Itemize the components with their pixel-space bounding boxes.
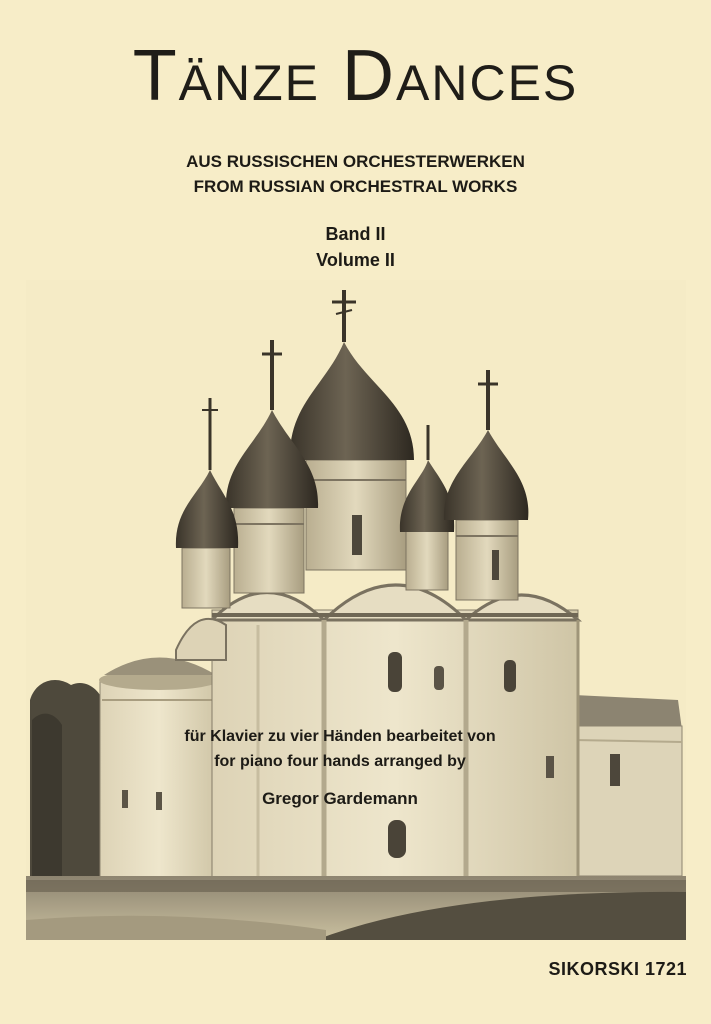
arrangement-german: für Klavier zu vier Händen bearbeitet von — [184, 728, 496, 745]
band-number: Band II — [325, 224, 386, 244]
cover-title: Tänze Dances — [132, 36, 579, 116]
subtitle-german: AUS RUSSISCHEN ORCHESTERWERKEN — [186, 152, 525, 171]
volume-number: Volume II — [316, 250, 395, 270]
arranger-name: Gregor Gardemann — [262, 789, 418, 808]
arrangement-english: for piano four hands arranged by — [214, 753, 466, 770]
cathedral-photograph — [26, 280, 686, 940]
subtitle-english: FROM RUSSIAN ORCHESTRAL WORKS — [193, 177, 518, 196]
publisher-edition-number: SIKORSKI 1721 — [548, 959, 687, 979]
